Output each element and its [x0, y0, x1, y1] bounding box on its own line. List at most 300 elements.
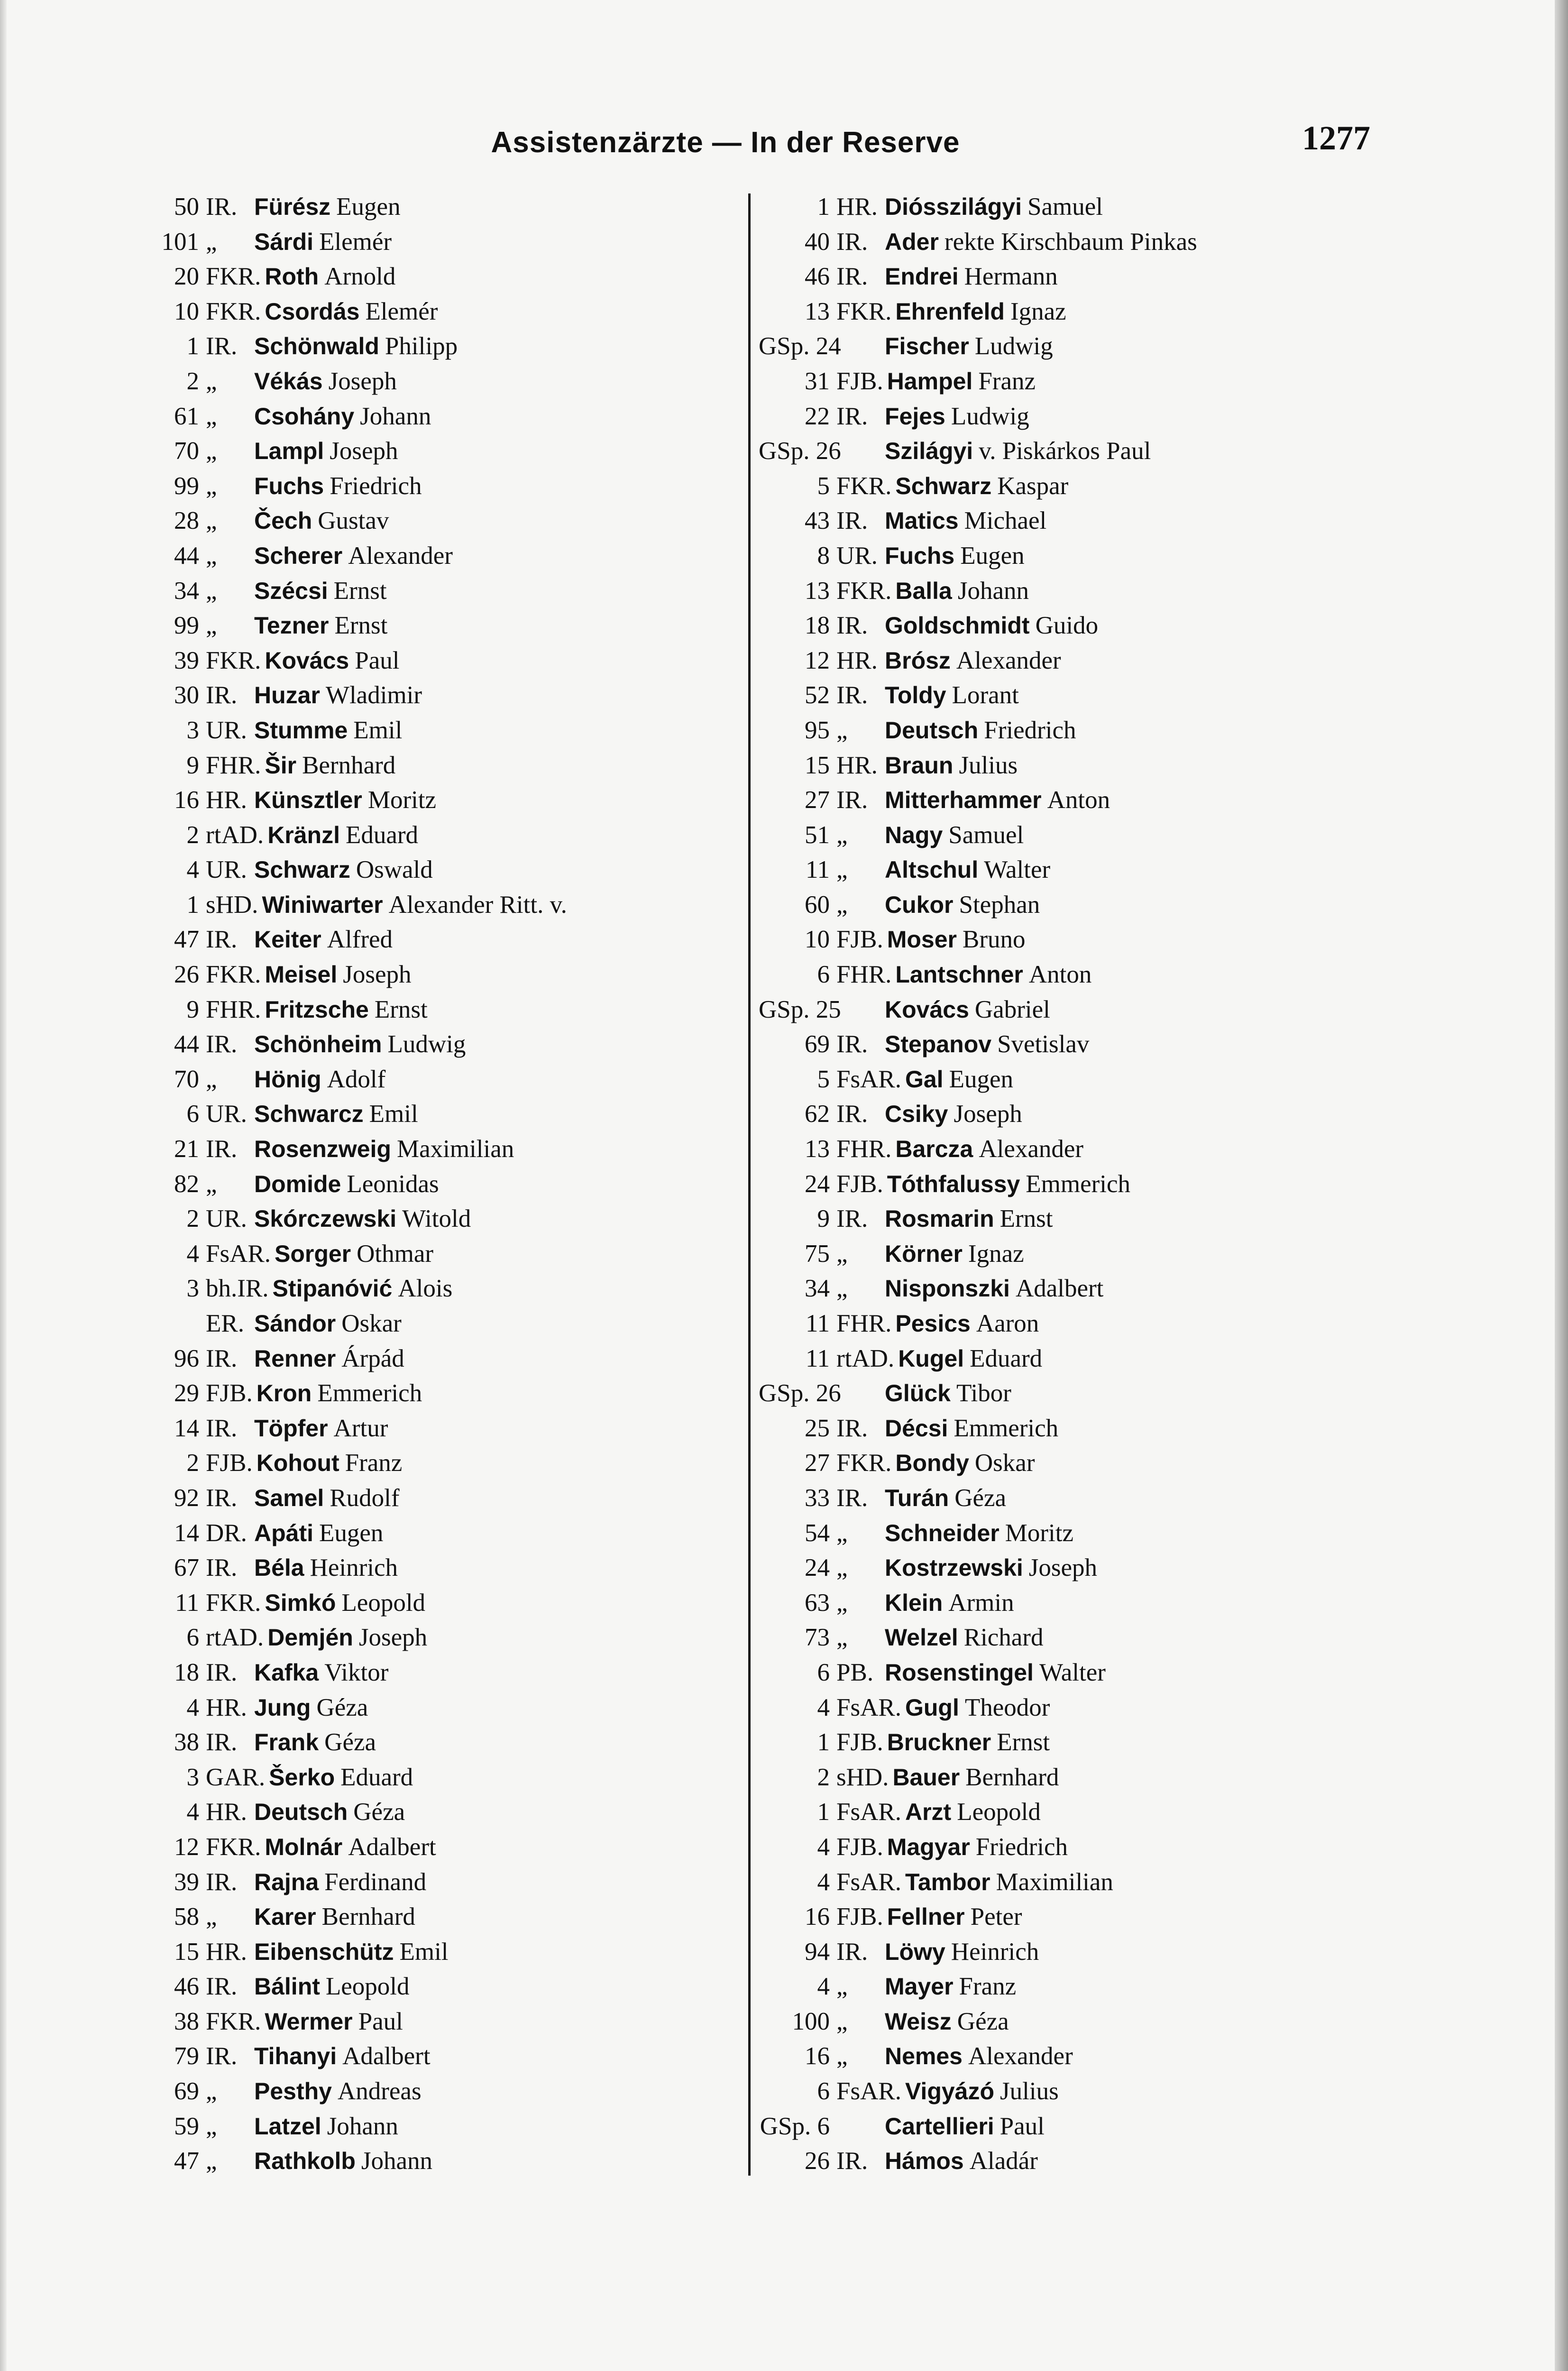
list-item — [759, 957, 1347, 993]
unit-abbreviation: FHR. — [836, 961, 892, 989]
list-item — [759, 853, 1347, 888]
entry-number: 92 — [174, 1484, 199, 1512]
list-item — [123, 1655, 711, 1691]
entry-given-name: Ignaz — [1010, 297, 1066, 325]
entry-number: 13 — [805, 1135, 830, 1163]
entry-surname: Lantschner — [895, 961, 1023, 988]
entry-number: 11 — [805, 1344, 830, 1372]
unit-abbreviation: IR. — [206, 332, 238, 360]
entry-number: 22 — [805, 402, 830, 430]
entry-surname: Gugl — [905, 1694, 959, 1721]
list-item — [759, 1167, 1347, 1202]
list-item — [759, 434, 1347, 469]
unit-abbreviation: FKR. — [206, 297, 261, 325]
entry-number: 14 — [174, 1414, 199, 1442]
entry-surname: Schönheim — [254, 1031, 382, 1058]
entry-given-name: Friedrich — [975, 1833, 1068, 1861]
entry-number: 69 — [805, 1030, 830, 1058]
entry-given-name: Friedrich — [984, 716, 1076, 744]
unit-abbreviation: rtAD. — [206, 1624, 264, 1652]
unit-abbreviation: IR. — [836, 1484, 868, 1512]
entry-number: 40 — [805, 228, 830, 256]
unit-abbreviation: „ — [836, 1554, 848, 1582]
list-item — [759, 1969, 1347, 2004]
unit-abbreviation: FKR. — [206, 2007, 261, 2035]
list-item — [123, 993, 711, 1028]
unit-abbreviation: UR. — [836, 542, 878, 570]
entry-number: 12 — [174, 1833, 199, 1861]
unit-abbreviation: „ — [206, 612, 217, 640]
entry-surname: Braun — [885, 752, 954, 779]
entry-given-name: Joseph — [343, 961, 412, 989]
entry-number: 2 — [186, 367, 199, 395]
entry-number: GSp. 6 — [760, 2112, 830, 2140]
list-item — [123, 2074, 711, 2109]
unit-abbreviation: „ — [836, 821, 848, 849]
entry-surname: Rosenstingel — [885, 1659, 1034, 1686]
entry-given-name: Heinrich — [951, 1938, 1039, 1966]
left-column — [123, 190, 711, 2179]
entry-surname: Kovács — [885, 996, 969, 1023]
entry-surname: Fuchs — [254, 472, 324, 499]
entry-surname: Sorger — [274, 1240, 351, 1267]
list-item — [123, 608, 711, 643]
unit-abbreviation: IR. — [836, 263, 868, 291]
list-item — [759, 1481, 1347, 1516]
unit-abbreviation: FHR. — [206, 995, 261, 1023]
entry-given-name: Oskar — [341, 1310, 402, 1337]
unit-abbreviation: „ — [206, 367, 217, 395]
entry-given-name: Paul — [355, 646, 400, 674]
entry-surname: Klein — [885, 1589, 943, 1616]
list-item — [123, 922, 711, 957]
entry-number: 63 — [805, 1589, 830, 1617]
entry-surname: Karer — [254, 1903, 316, 1930]
entry-number: 58 — [174, 1903, 199, 1931]
list-item — [123, 818, 711, 853]
entry-number: 73 — [805, 1624, 830, 1652]
unit-abbreviation: IR. — [836, 681, 868, 709]
entry-surname: Csiky — [885, 1101, 948, 1128]
entry-surname: Löwy — [885, 1938, 945, 1965]
list-item — [123, 2144, 711, 2179]
entry-number: 28 — [174, 507, 199, 535]
entry-surname: Tóthfalussy — [887, 1170, 1020, 1197]
entry-number: 11 — [174, 1589, 199, 1617]
list-item — [759, 1516, 1347, 1551]
entry-surname: Szilágyi — [885, 438, 973, 465]
unit-abbreviation: IR. — [836, 612, 868, 640]
entry-given-name: Ignaz — [968, 1240, 1024, 1268]
entry-surname: Nemes — [885, 2043, 963, 2070]
unit-abbreviation: HR. — [836, 646, 878, 674]
entry-number: 11 — [805, 1310, 830, 1337]
entry-given-name: Eugen — [960, 542, 1025, 570]
entry-given-name: Oskar — [974, 1449, 1035, 1477]
unit-abbreviation: IR. — [836, 786, 868, 814]
entry-surname: Šir — [265, 752, 297, 779]
scan-edge-left — [0, 0, 7, 2371]
list-item — [759, 1411, 1347, 1446]
entry-number: 1 — [186, 891, 199, 919]
entry-number: 70 — [174, 1065, 199, 1093]
entry-surname: Roth — [265, 263, 319, 290]
entry-surname: Moser — [887, 926, 957, 953]
list-item — [123, 2109, 711, 2144]
list-item — [123, 1795, 711, 1830]
entry-given-name: Alexander — [968, 2042, 1073, 2070]
entry-number: 99 — [174, 612, 199, 640]
unit-abbreviation: IR. — [836, 2147, 868, 2175]
entry-given-name: Julius — [1000, 2077, 1059, 2105]
unit-abbreviation: „ — [836, 1624, 848, 1652]
entry-number: 69 — [174, 2077, 199, 2105]
unit-abbreviation: „ — [836, 891, 848, 919]
entry-given-name: Tibor — [956, 1379, 1011, 1407]
entry-given-name: Johann — [361, 2147, 433, 2175]
entry-given-name: Bruno — [962, 926, 1026, 954]
page-number: 1277 — [1302, 119, 1370, 157]
entry-given-name: Ludwig — [951, 402, 1029, 430]
list-item — [759, 1062, 1347, 1097]
entry-surname: Jung — [254, 1694, 311, 1721]
entry-number: 11 — [805, 856, 830, 884]
entry-surname: Tihanyi — [254, 2043, 337, 2070]
entry-number: 4 — [817, 1868, 830, 1896]
entry-surname: Altschul — [885, 856, 979, 883]
entry-surname: Endrei — [885, 263, 959, 290]
entry-surname: Kafka — [254, 1659, 319, 1686]
unit-abbreviation: IR. — [836, 1414, 868, 1442]
entry-surname: Fuchs — [885, 542, 955, 569]
entry-given-name: Armin — [948, 1589, 1014, 1617]
entry-given-name: Leopold — [325, 1973, 410, 2001]
entry-surname: Samel — [254, 1484, 324, 1511]
entry-number: 99 — [174, 472, 199, 500]
entry-number: GSp. 26 — [759, 437, 841, 465]
entry-number: 10 — [805, 926, 830, 954]
entry-given-name: Hermann — [964, 263, 1058, 291]
entry-number: 13 — [805, 297, 830, 325]
entry-number: 26 — [805, 2147, 830, 2175]
entry-given-name: Bernhard — [321, 1903, 415, 1931]
entry-given-name: Bernhard — [965, 1763, 1059, 1791]
entry-given-name: Peter — [970, 1903, 1022, 1931]
unit-abbreviation: IR. — [206, 1414, 238, 1442]
unit-abbreviation: FJB. — [836, 1903, 883, 1931]
list-item — [123, 713, 711, 748]
entry-number: 24 — [805, 1170, 830, 1198]
entry-surname: Molnár — [265, 1833, 343, 1860]
list-item — [123, 1586, 711, 1621]
entry-given-name: Géza — [957, 2007, 1009, 2035]
entry-given-name: Rudolf — [330, 1484, 400, 1512]
unit-abbreviation: IR. — [206, 926, 238, 954]
entry-given-name: Alexander — [956, 646, 1061, 674]
unit-abbreviation: „ — [206, 542, 217, 570]
entry-surname: Kränzl — [267, 821, 340, 848]
unit-abbreviation: „ — [206, 1903, 217, 1931]
entry-given-name: Johann — [957, 577, 1029, 605]
entry-given-name: Ludwig — [974, 332, 1053, 360]
unit-abbreviation: „ — [836, 2042, 848, 2070]
unit-abbreviation: PB. — [836, 1658, 874, 1686]
entry-given-name: Johann — [327, 2112, 398, 2140]
entry-surname: Arzt — [905, 1799, 952, 1826]
unit-abbreviation: „ — [836, 856, 848, 884]
list-item — [759, 1271, 1347, 1306]
list-item — [123, 678, 711, 713]
entry-surname: Pesics — [895, 1310, 971, 1337]
entry-number: 31 — [805, 367, 830, 395]
entry-number: 6 — [186, 1100, 199, 1128]
entry-number: 54 — [805, 1519, 830, 1547]
list-item — [759, 1620, 1347, 1655]
entry-number: 14 — [174, 1519, 199, 1547]
list-item — [759, 225, 1347, 260]
entry-surname: Turán — [885, 1484, 949, 1511]
unit-abbreviation: sHD. — [836, 1763, 889, 1791]
list-item — [123, 2039, 711, 2074]
entry-surname: Tambor — [905, 1868, 990, 1895]
list-item — [759, 713, 1347, 748]
entry-number: 46 — [174, 1973, 199, 2001]
list-item — [759, 2074, 1347, 2109]
entry-number: 46 — [805, 263, 830, 291]
list-item — [123, 1725, 711, 1760]
entry-given-name: Eduard — [346, 821, 419, 849]
entry-surname: Matics — [885, 507, 959, 534]
entry-number: GSp. 24 — [759, 332, 841, 360]
entry-number: 50 — [174, 193, 199, 221]
entry-given-name: Alexander — [979, 1135, 1084, 1163]
list-item — [123, 1167, 711, 1202]
entry-given-name: Gabriel — [974, 995, 1050, 1023]
entry-given-name: Oswald — [356, 856, 433, 884]
entry-number: 4 — [817, 1693, 830, 1721]
unit-abbreviation: „ — [836, 1973, 848, 2001]
entry-given-name: Eduard — [340, 1763, 413, 1791]
page-title: Assistenzärzte — In der Reserve — [491, 126, 960, 159]
list-item — [759, 1237, 1347, 1272]
unit-abbreviation: rtAD. — [206, 821, 264, 849]
unit-abbreviation: „ — [206, 437, 217, 465]
list-item — [123, 1342, 711, 1377]
unit-abbreviation: IR. — [206, 681, 238, 709]
entry-given-name: Aaron — [976, 1310, 1039, 1337]
unit-abbreviation: DR. — [206, 1519, 247, 1547]
entry-number: 62 — [805, 1100, 830, 1128]
entry-given-name: Philipp — [385, 332, 458, 360]
list-item — [759, 1446, 1347, 1481]
entry-number: 4 — [817, 1973, 830, 2001]
entry-surname: Deutsch — [885, 717, 979, 744]
list-item — [759, 1306, 1347, 1342]
list-item — [759, 888, 1347, 923]
unit-abbreviation: GAR. — [206, 1763, 266, 1791]
list-item — [123, 1691, 711, 1726]
unit-abbreviation: FsAR. — [836, 1065, 901, 1093]
list-item — [759, 2109, 1347, 2144]
entry-number: 100 — [792, 2007, 830, 2035]
entry-given-name: Johann — [360, 402, 431, 430]
entry-surname: Lampl — [254, 438, 324, 465]
entry-number: 16 — [805, 1903, 830, 1931]
list-item — [123, 1900, 711, 1935]
entry-given-name: Ernst — [997, 1728, 1050, 1756]
entry-surname: Welzel — [885, 1624, 958, 1651]
list-item — [759, 818, 1347, 853]
entry-given-name: Maximilian — [396, 1135, 514, 1163]
unit-abbreviation: FKR. — [206, 1589, 261, 1617]
entry-surname: Huzar — [254, 682, 320, 709]
entry-surname: Fischer — [885, 333, 969, 360]
entry-surname: Balla — [895, 577, 952, 604]
list-item — [123, 1376, 711, 1411]
unit-abbreviation: FKR. — [206, 961, 261, 989]
list-item — [123, 2004, 711, 2040]
list-item — [759, 1760, 1347, 1795]
entry-number: 34 — [174, 577, 199, 605]
entry-given-name: Theodor — [964, 1693, 1050, 1721]
list-item — [759, 259, 1347, 294]
unit-abbreviation: HR. — [206, 786, 247, 814]
list-item — [123, 1202, 711, 1237]
entry-surname: Csordás — [265, 298, 360, 325]
entry-surname: Stipanóvić — [272, 1275, 393, 1302]
list-item — [123, 957, 711, 993]
unit-abbreviation: FsAR. — [836, 1798, 901, 1826]
unit-abbreviation: FJB. — [836, 1728, 883, 1756]
entry-given-name: Ludwig — [387, 1030, 466, 1058]
unit-abbreviation: UR. — [206, 856, 247, 884]
entry-given-name: Joseph — [1028, 1554, 1098, 1582]
unit-abbreviation: IR. — [206, 1344, 238, 1372]
entry-given-name: Witold — [402, 1205, 471, 1233]
entry-number: 79 — [174, 2042, 199, 2070]
list-item — [123, 1097, 711, 1132]
entry-given-name: Adolf — [327, 1065, 386, 1093]
entry-given-name: Leonidas — [347, 1170, 439, 1198]
unit-abbreviation: „ — [836, 1275, 848, 1303]
entry-surname: Cukor — [885, 891, 954, 918]
unit-abbreviation: FHR. — [206, 751, 261, 779]
entry-surname: Hampel — [887, 368, 973, 395]
unit-abbreviation: „ — [206, 2112, 217, 2140]
entry-surname: Mitterhammer — [885, 787, 1042, 814]
unit-abbreviation: FJB. — [206, 1449, 253, 1477]
entry-number: 44 — [174, 1030, 199, 1058]
unit-abbreviation: HR. — [836, 751, 878, 779]
list-item — [759, 329, 1347, 364]
list-item — [123, 539, 711, 574]
list-item — [759, 2039, 1347, 2074]
entry-surname: Kron — [256, 1380, 312, 1407]
unit-abbreviation: rtAD. — [836, 1344, 895, 1372]
entry-given-name: Géza — [324, 1728, 376, 1756]
list-item — [123, 1620, 711, 1655]
entry-given-name: Leopold — [341, 1589, 426, 1617]
list-item — [123, 1132, 711, 1167]
entry-given-name: Emil — [399, 1938, 449, 1966]
unit-abbreviation: „ — [206, 228, 217, 256]
entry-surname: Hámos — [885, 2148, 964, 2175]
unit-abbreviation: IR. — [836, 1938, 868, 1966]
entry-given-name: Eugen — [319, 1519, 384, 1547]
entry-given-name: Richard — [963, 1624, 1044, 1652]
entry-given-name: Othmar — [357, 1240, 434, 1268]
entry-number: 24 — [805, 1554, 830, 1582]
entry-given-name: Joseph — [954, 1100, 1022, 1128]
entry-given-name: Michael — [964, 507, 1047, 535]
entry-given-name: Anton — [1028, 961, 1092, 989]
entry-surname: Kohout — [256, 1450, 339, 1477]
unit-abbreviation: FJB. — [206, 1379, 253, 1407]
list-item — [759, 1202, 1347, 1237]
right-column — [759, 190, 1347, 2179]
entry-surname: Ader — [885, 228, 939, 255]
entry-surname: Töpfer — [254, 1415, 328, 1442]
list-item — [759, 1551, 1347, 1586]
entry-number: 5 — [817, 1065, 830, 1093]
unit-abbreviation: „ — [206, 1065, 217, 1093]
list-item — [123, 1237, 711, 1272]
unit-abbreviation: FJB. — [836, 926, 883, 954]
list-item — [759, 574, 1347, 609]
entry-given-name: Stephan — [959, 891, 1040, 919]
entry-number: 51 — [805, 821, 830, 849]
unit-abbreviation: IR. — [836, 507, 868, 535]
entry-given-name: Franz — [959, 1973, 1017, 2001]
entry-given-name: Svetislav — [997, 1030, 1090, 1058]
entry-given-name: Ernst — [374, 995, 428, 1023]
list-item — [759, 922, 1347, 957]
unit-abbreviation: IR. — [206, 1728, 238, 1756]
list-item — [759, 2144, 1347, 2179]
unit-abbreviation: HR. — [206, 1798, 247, 1826]
list-item — [123, 364, 711, 399]
unit-abbreviation: FJB. — [836, 1170, 883, 1198]
entry-number: 4 — [186, 1240, 199, 1268]
list-item — [759, 1865, 1347, 1900]
entry-number: 9 — [186, 751, 199, 779]
entry-number: 67 — [174, 1554, 199, 1582]
list-item — [123, 225, 711, 260]
unit-abbreviation: IR. — [836, 1100, 868, 1128]
entry-number: 43 — [805, 507, 830, 535]
unit-abbreviation: „ — [836, 1589, 848, 1617]
entry-given-name: Joseph — [358, 1624, 428, 1652]
entry-number: 1 — [817, 1728, 830, 1756]
entry-number: 33 — [805, 1484, 830, 1512]
entry-surname: Scherer — [254, 542, 343, 569]
entry-given-name: Heinrich — [310, 1554, 398, 1582]
entry-number: 8 — [817, 542, 830, 570]
entry-surname: Rosenzweig — [254, 1136, 391, 1163]
entry-surname: Simkó — [265, 1589, 336, 1616]
entry-number: 4 — [817, 1833, 830, 1861]
list-item — [123, 783, 711, 818]
entry-surname: Eibenschütz — [254, 1938, 394, 1965]
entry-given-name: Alexander Ritt. v. — [388, 891, 567, 919]
entry-given-name: Paul — [358, 2007, 403, 2035]
entry-surname: Bauer — [892, 1764, 960, 1791]
entry-surname: Magyar — [887, 1833, 970, 1860]
entry-surname: Fürész — [254, 193, 331, 220]
entry-number: 27 — [805, 786, 830, 814]
entry-number: 4 — [186, 1798, 199, 1826]
entry-number: 10 — [174, 297, 199, 325]
